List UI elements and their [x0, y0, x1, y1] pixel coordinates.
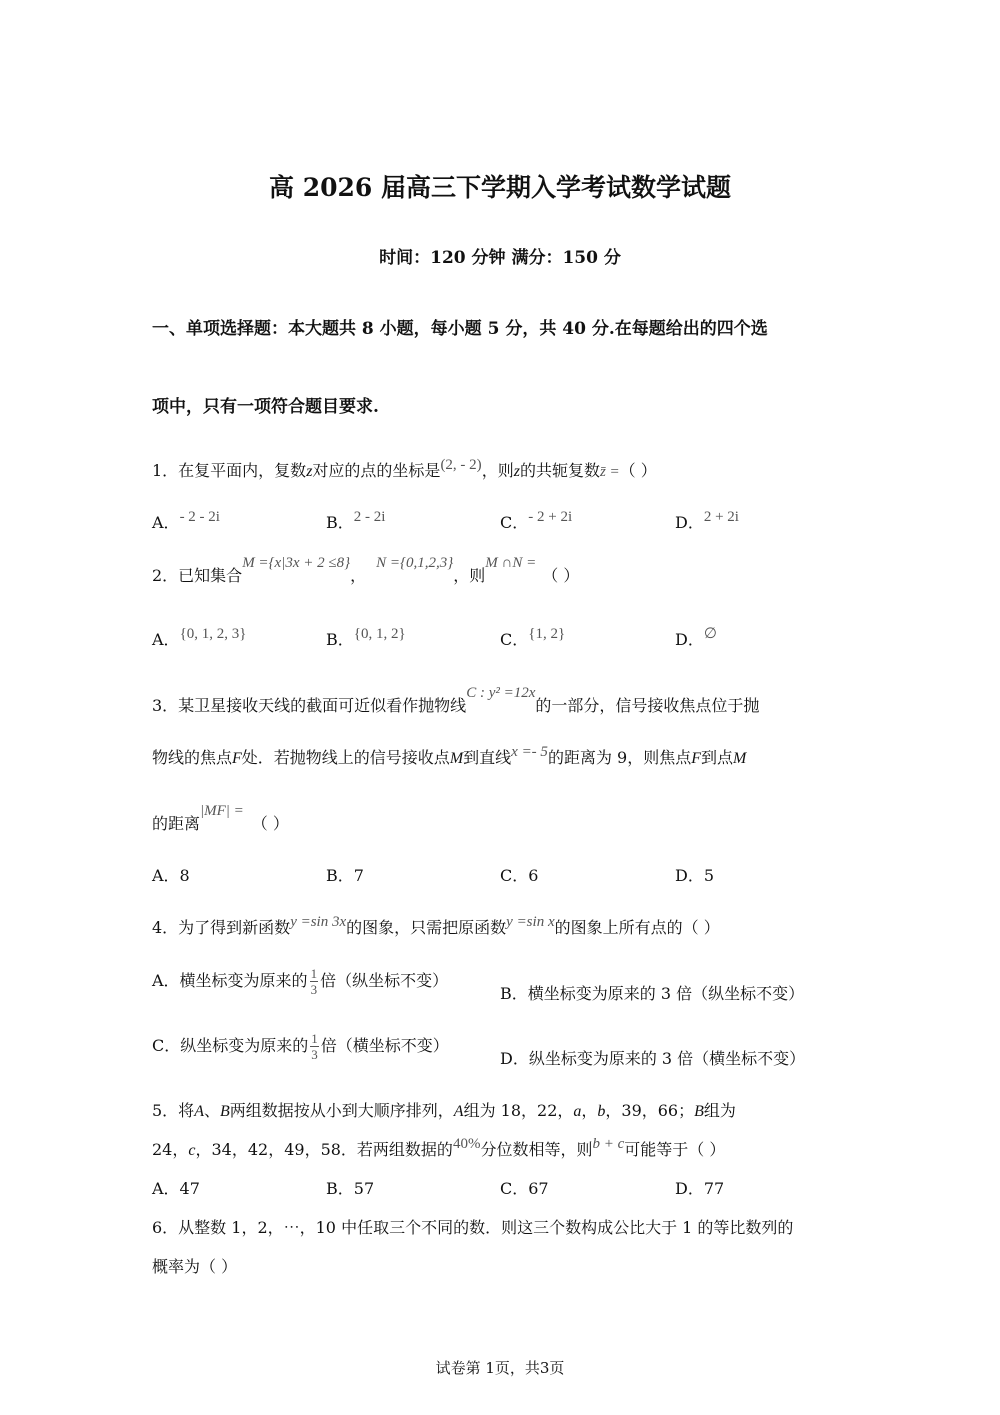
q5-option-a[interactable]: A．47: [152, 1179, 200, 1198]
q1-text-b: 对应的点的坐标是: [312, 461, 441, 480]
q1-option-a[interactable]: A．- 2 - 2i: [152, 509, 220, 532]
q1-text-c: ，则: [481, 461, 514, 480]
q3-option-b[interactable]: B．7: [326, 866, 364, 885]
q4-option-a[interactable]: A．横坐标变为原来的 $\frac{1}{3}$ 倍（纵坐标不变）: [152, 966, 449, 997]
q3-option-a[interactable]: A．8: [152, 866, 190, 885]
question-3-line3: 的距离|MF| =（ ）: [152, 803, 289, 833]
q3-parabola: C : y² =12x: [466, 685, 536, 701]
q1-coordinate: (2, - 2): [440, 457, 482, 473]
q2-text-a: 2．已知集合: [152, 566, 243, 585]
q2-answer-blank: （ ）: [542, 566, 580, 585]
fraction-one-third: $\frac{1}{3}$: [310, 966, 318, 997]
exam-time-score: 时间：120 分钟 满分：150 分: [379, 248, 621, 268]
q2-set-m: M ={x|3x + 2 ≤8}: [242, 555, 351, 571]
q4-original-function: y =sin x: [506, 914, 555, 930]
q3-option-c[interactable]: C．6: [500, 866, 539, 885]
q2-option-a[interactable]: A．{0, 1, 2, 3}: [152, 626, 247, 649]
q2-set-n: N ={0,1,2,3}: [376, 555, 454, 571]
q1-option-b[interactable]: B．2 - 2i: [326, 509, 386, 532]
page-title: 高 2026 届高三下学期入学考试数学试题: [269, 173, 731, 202]
q5-percentile: 40%: [452, 1136, 481, 1152]
question-6-line2: 概率为（ ）: [152, 1257, 238, 1276]
q4-new-function: y =sin 3x: [290, 914, 347, 930]
q4-option-b[interactable]: B．横坐标变为原来的 3 倍（纵坐标不变）: [500, 984, 805, 1003]
q2-text-b: ，则: [453, 566, 486, 585]
q2-option-b[interactable]: B．{0, 1, 2}: [326, 626, 406, 649]
q3-line: x =- 5: [511, 744, 548, 760]
question-3-line2: 物线的焦点F处．若抛物线上的信号接收点M到直线x =- 5的距离为 9，则焦点F到点M: [152, 744, 747, 767]
q1-option-c[interactable]: C．- 2 + 2i: [500, 509, 573, 532]
question-2: 2．已知集合M ={x|3x + 2 ≤8}，N ={0,1,2,3}，则M ∩N =（ ）: [152, 555, 580, 585]
q4-option-c[interactable]: C．纵坐标变为原来的 $\frac{1}{3}$ 倍（横坐标不变）: [152, 1031, 449, 1062]
section-heading-line2: 项中，只有一项符合题目要求.: [152, 397, 379, 417]
q2-intersection: M ∩N =: [485, 555, 537, 571]
var-z: z: [306, 463, 313, 480]
q3-option-d[interactable]: D．5: [675, 866, 715, 885]
q1-conjugate: z̄ =: [599, 464, 620, 480]
q3-distance-mf: |MF| =: [200, 803, 244, 819]
q1-option-d[interactable]: D．2 + 2i: [675, 509, 739, 532]
question-4: 4．为了得到新函数y =sin 3x的图象，只需把原函数y =sin x的图象上所有点的（ ）: [152, 914, 720, 937]
question-5-line2: 24，c，34，42，49，58．若两组数据的40%分位数相等，则b + c可能等于（ ）: [152, 1136, 726, 1159]
question-6-line1: 6．从整数 1，2，⋯，10 中任取三个不同的数．则这三个数构成公比大于 1 的等比数列的: [152, 1218, 794, 1237]
q5-option-c[interactable]: C．67: [500, 1179, 549, 1198]
q2-option-c[interactable]: C．{1, 2}: [500, 626, 566, 649]
q1-answer-blank: （ ）: [619, 461, 657, 480]
q5-sum: b + c: [592, 1136, 625, 1152]
q5-option-d[interactable]: D．77: [675, 1179, 725, 1198]
q2-option-d[interactable]: D．∅: [675, 626, 717, 649]
q1-text-d: 的共轭复数: [519, 461, 600, 480]
q4-option-d[interactable]: D．纵坐标变为原来的 3 倍（横坐标不变）: [500, 1049, 806, 1068]
question-1: [152, 458, 657, 481]
q5-option-b[interactable]: B．57: [326, 1179, 375, 1198]
question-5-line1: 5．将A、B两组数据按从小到大顺序排列，A组为 18，22，a，b，39，66；B组为: [152, 1101, 736, 1120]
q1-text-a: 1．在复平面内，复数: [152, 461, 307, 480]
var-z: z: [513, 463, 520, 480]
fraction-one-third: $\frac{1}{3}$: [311, 1031, 318, 1062]
section-heading-line1: 一、单项选择题：本大题共 8 小题，每小题 5 分，共 40 分.在每题给出的四个选: [152, 319, 768, 339]
question-3-line1: 3．某卫星接收天线的截面可近似看作抛物线C : y² =12x的一部分，信号接收焦点位于抛: [152, 685, 760, 715]
page-footer: 试卷第 1页，共3页: [435, 1359, 565, 1377]
